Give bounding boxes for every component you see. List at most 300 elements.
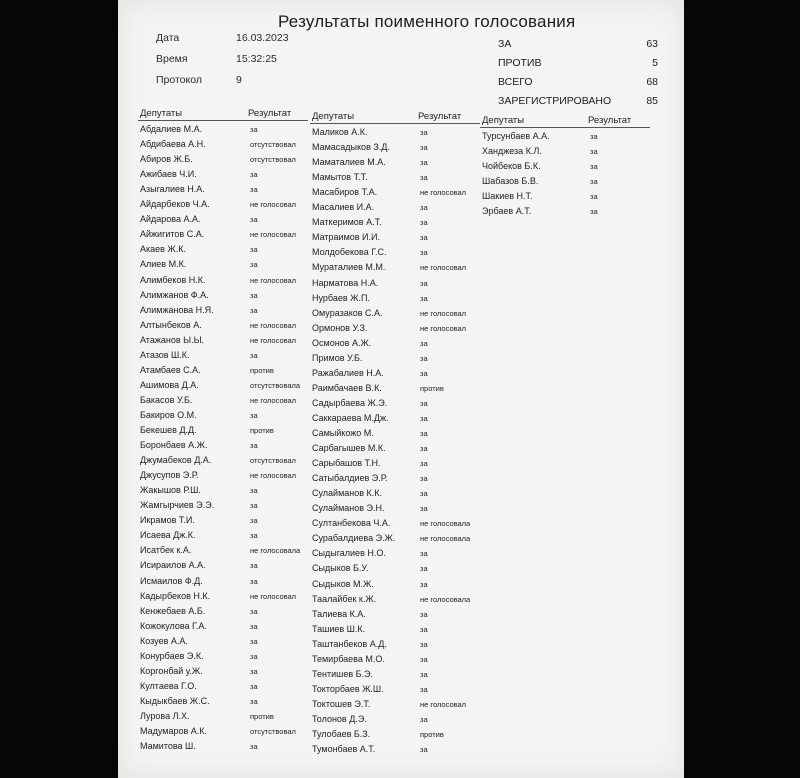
vote-result: за	[420, 714, 428, 724]
deputy-name: Талиева К.А.	[312, 608, 366, 619]
table-row	[310, 518, 480, 533]
deputy-name: Таалайбек к.Ж.	[312, 593, 377, 604]
deputy-name: Кожокулова Г.А.	[140, 620, 207, 631]
table-row	[138, 229, 308, 244]
vote-result: за	[250, 290, 258, 300]
document-title: Результаты поименного голосования	[278, 12, 576, 31]
deputy-name: Айдарбеков Ч.А.	[140, 199, 210, 210]
table-row	[310, 247, 480, 262]
vote-result: за	[590, 147, 598, 157]
table-row	[310, 293, 480, 308]
table-row	[310, 503, 480, 518]
vote-result: за	[420, 549, 428, 559]
deputy-name: Сыдыков Б.У.	[312, 563, 369, 574]
deputy-name: Маткеримов А.Т.	[312, 217, 382, 228]
header-result: Результат	[248, 108, 292, 119]
meta-label: Протокол	[156, 74, 202, 86]
vote-result: за	[590, 177, 598, 187]
vote-result: не голосовал	[420, 308, 467, 318]
deputy-name: Алимжанова Н.Я.	[140, 304, 214, 315]
table-row	[310, 594, 480, 609]
table-row	[138, 470, 308, 485]
deputy-name: Нурбаев Ж.П.	[312, 292, 370, 303]
deputy-name: Жакышов Р.Ш.	[140, 485, 201, 496]
deputy-name: Ажибаев Ч.И.	[140, 169, 197, 180]
vote-result: отсутствовал	[250, 155, 296, 165]
deputy-name: Боронбаев А.Ж.	[140, 440, 208, 451]
vote-result: за	[420, 444, 428, 454]
table-row	[310, 338, 480, 353]
stat-value: 63	[646, 38, 658, 50]
vote-result: за	[250, 350, 258, 360]
table-row	[138, 726, 308, 741]
vote-result: за	[590, 207, 598, 217]
table-row	[480, 206, 650, 221]
deputy-name: Толонов Д.Э.	[312, 713, 367, 724]
deputy-name: Исираилов А.А.	[140, 560, 206, 571]
deputy-name: Коргонбай у.Ж.	[140, 665, 203, 676]
vote-result: за	[420, 233, 428, 243]
header-result: Результат	[418, 111, 462, 122]
vote-result: не голосовал	[250, 230, 297, 240]
vote-result: за	[250, 215, 258, 225]
vote-result: против	[250, 711, 274, 721]
deputy-name: Култаева Г.О.	[140, 680, 197, 691]
table-row	[310, 729, 480, 744]
header-result: Результат	[588, 115, 632, 126]
deputy-name: Абиров Ж.Б.	[140, 154, 193, 165]
deputy-name: Осмонов А.Ж.	[312, 337, 372, 348]
meta-label: Время	[156, 53, 188, 65]
vote-result: за	[250, 260, 258, 270]
deputy-name: Молдобекова Г.С.	[312, 247, 387, 258]
vote-result: не голосовал	[250, 275, 297, 285]
vote-result: за	[420, 203, 428, 213]
vote-result: за	[250, 742, 258, 752]
table-row	[138, 380, 308, 395]
table-row	[138, 365, 308, 380]
table-row	[138, 335, 308, 350]
deputy-name: Бакасов У.Б.	[140, 394, 193, 405]
table-row	[138, 576, 308, 591]
table-row	[138, 530, 308, 545]
vote-result: за	[420, 143, 428, 153]
deputy-name: Азыгалиев Н.А.	[140, 184, 205, 195]
deputy-name: Султанбекова Ч.А.	[312, 518, 391, 529]
deputy-name: Матраимов И.И.	[312, 232, 380, 243]
vote-result: за	[420, 368, 428, 378]
deputy-name: Ормонов У.З.	[312, 322, 368, 333]
stat-label: ВСЕГО	[498, 76, 533, 88]
table-row	[310, 217, 480, 232]
deputy-name: Примов У.Б.	[312, 352, 363, 363]
meta-label: Дата	[156, 32, 180, 44]
vote-result: не голосовала	[420, 534, 471, 544]
vote-result: против	[250, 426, 274, 435]
deputy-name: Тумонбаев А.Т.	[312, 744, 376, 755]
vote-result: не голосовал	[420, 323, 467, 333]
vote-result: не голосовал	[250, 200, 297, 210]
deputy-name: Козуев А.А.	[140, 635, 188, 646]
deputy-name: Лурова Л.Х.	[140, 710, 190, 721]
vote-result: за	[420, 745, 428, 755]
vote-result: не голосовал	[250, 395, 297, 405]
table-row	[138, 425, 308, 440]
table-row	[310, 187, 480, 202]
vote-result: не голосовал	[250, 591, 297, 601]
deputy-name: Атазов Ш.К.	[140, 349, 190, 360]
deputy-name: Мамытов Т.Т.	[312, 172, 368, 183]
deputy-name: Конурбаев Э.К.	[140, 650, 204, 661]
vote-result: за	[420, 429, 428, 438]
vote-result: за	[420, 293, 428, 303]
deputy-name: Таштанбеков А.Д.	[312, 638, 387, 649]
table-row	[138, 350, 308, 365]
table-row	[138, 169, 308, 184]
table-row	[310, 308, 480, 323]
table-row	[310, 669, 480, 684]
table-row	[138, 184, 308, 199]
vote-result: против	[420, 730, 444, 739]
vote-result: за	[420, 278, 428, 288]
vote-result: за	[420, 158, 428, 168]
table-row	[310, 398, 480, 413]
vote-result: за	[420, 564, 428, 574]
table-row	[138, 305, 308, 320]
deputy-name: Садырбаева Ж.Э.	[312, 397, 388, 408]
vote-result: за	[420, 128, 428, 137]
table-row	[138, 636, 308, 651]
table-row	[138, 214, 308, 229]
table-row	[138, 651, 308, 666]
deputy-name: Мамасадыков З.Д.	[312, 142, 390, 153]
table-row	[138, 320, 308, 335]
vote-result: за	[420, 609, 428, 619]
deputy-name: Абдалиев М.А.	[140, 124, 203, 134]
protocol-sheet	[118, 0, 684, 778]
vote-result: за	[250, 576, 258, 586]
table-row	[480, 146, 650, 161]
deputy-name: Алимжанов Ф.А.	[140, 289, 209, 300]
vote-result: за	[420, 579, 428, 589]
table-row	[310, 323, 480, 338]
table-row	[310, 563, 480, 578]
table-row	[310, 699, 480, 714]
vote-result: за	[250, 531, 258, 541]
deputy-name: Маликов А.К.	[312, 127, 368, 137]
deputy-name: Айжигитов С.А.	[140, 229, 205, 240]
vote-result: за	[250, 486, 258, 496]
vote-result: за	[590, 132, 598, 141]
table-row	[310, 458, 480, 473]
vote-result: за	[420, 459, 428, 469]
table-row	[138, 124, 308, 139]
table-row	[138, 711, 308, 726]
vote-result: не голосовала	[420, 519, 471, 529]
vote-result: за	[420, 624, 428, 634]
vote-result: за	[250, 245, 258, 255]
vote-result: за	[250, 125, 258, 134]
deputy-name: Джусупов Э.Р.	[140, 470, 199, 481]
deputy-name: Мамитова Ш.	[140, 741, 196, 752]
table-row	[310, 473, 480, 488]
stat-value: 5	[652, 57, 658, 69]
vote-result: за	[590, 192, 598, 202]
vote-result: за	[250, 561, 258, 571]
vote-result: за	[250, 501, 258, 511]
table-row	[138, 741, 308, 756]
deputy-name: Сыдыков М.Ж.	[312, 578, 374, 589]
header-deputy: Депутаты	[312, 111, 355, 122]
table-row	[138, 621, 308, 636]
vote-result: за	[420, 489, 428, 499]
deputy-name: Исаева Дж.К.	[140, 530, 196, 541]
deputy-name: Сулайманов Э.Н.	[312, 503, 385, 514]
vote-result: за	[250, 516, 258, 526]
table-row	[138, 455, 308, 470]
stat-row	[498, 76, 658, 90]
deputy-name: Исатбек к.А.	[140, 545, 192, 556]
vote-result: за	[420, 684, 428, 694]
vote-result: за	[420, 338, 428, 348]
table-row	[138, 440, 308, 455]
vote-result: за	[420, 654, 428, 664]
deputy-name: Токторбаев Ж.Ш.	[312, 683, 384, 694]
vote-result: за	[420, 669, 428, 679]
deputy-name: Ханджеза К.Л.	[482, 146, 542, 157]
deputy-name: Бакиров О.М.	[140, 409, 197, 420]
deputy-name: Мадумаров А.К.	[140, 726, 207, 736]
deputy-name: Тентишев Б.Э.	[312, 668, 374, 679]
deputy-name: Нарматова Н.А.	[312, 277, 379, 288]
deputy-name: Мураталиев М.М.	[312, 262, 386, 273]
vote-result: за	[250, 170, 258, 180]
stat-row	[498, 95, 658, 109]
meta-value: 15:32:25	[236, 53, 277, 65]
deputy-name: Икрамов Т.И.	[140, 515, 195, 526]
vote-result: не голосовал	[420, 263, 467, 273]
vote-result: за	[420, 218, 428, 228]
table-row	[310, 609, 480, 624]
table-row	[310, 172, 480, 187]
vote-result: не голосовал	[250, 320, 297, 330]
vote-result: за	[420, 413, 428, 423]
deputy-name: Токтошев Э.Т.	[312, 698, 371, 709]
table-row	[310, 488, 480, 503]
table-row	[138, 560, 308, 575]
table-row	[310, 714, 480, 729]
table-row	[138, 275, 308, 290]
vote-result: за	[420, 173, 428, 183]
vote-result: за	[250, 681, 258, 691]
deputy-name: Джумабеков Д.А.	[140, 455, 212, 466]
vote-result: не голосовал	[420, 699, 467, 709]
table-row	[310, 533, 480, 548]
vote-result: отсутствовал	[250, 456, 296, 466]
deputy-name: Атажанов Ы.Ы.	[140, 334, 205, 345]
table-row	[138, 515, 308, 530]
deputy-name: Айдарова А.А.	[140, 214, 201, 225]
vote-result: отсутствовала	[250, 380, 301, 390]
table-row	[138, 500, 308, 515]
deputy-name: Ташиев Ш.К.	[312, 623, 366, 634]
deputy-name: Сурабалдиева Э.Ж.	[312, 533, 396, 544]
table-row	[310, 744, 480, 759]
table-row	[138, 244, 308, 259]
deputy-name: Жамгырчиев Э.Э.	[140, 500, 215, 511]
table-row	[480, 161, 650, 176]
table-row	[138, 606, 308, 621]
vote-result: против	[420, 383, 444, 393]
deputies-column	[138, 108, 308, 756]
vote-result: за	[420, 398, 428, 408]
meta-value: 16.03.2023	[236, 32, 289, 44]
vote-result: не голосовала	[250, 546, 301, 556]
table-row	[310, 579, 480, 594]
table-row	[310, 428, 480, 443]
deputy-name: Бекешев Д.Д.	[140, 425, 197, 435]
stat-value: 68	[646, 76, 658, 88]
deputy-name: Шакиев Н.Т.	[482, 191, 533, 202]
deputy-name: Раимбачаев В.К.	[312, 382, 382, 393]
deputy-name: Омуразаков С.А.	[312, 307, 383, 318]
deputies-column	[480, 115, 650, 221]
vote-result: за	[250, 441, 258, 451]
deputy-name: Сулайманов К.К.	[312, 488, 383, 499]
deputy-name: Сатыбалдиев Э.Р.	[312, 473, 388, 484]
vote-result: не голосовал	[250, 471, 297, 481]
deputy-name: Тулобаев Б.З.	[312, 729, 371, 739]
vote-result: за	[420, 248, 428, 258]
deputy-name: Масабиров Т.А.	[312, 187, 378, 198]
deputy-name: Атамбаев С.А.	[140, 364, 201, 375]
table-row	[310, 368, 480, 383]
table-row	[310, 262, 480, 277]
table-row	[480, 131, 650, 146]
deputy-name: Сарыбашов Т.Н.	[312, 458, 381, 469]
deputy-name: Акаев Ж.К.	[140, 244, 186, 255]
vote-result: не голосовала	[420, 594, 471, 604]
deputy-name: Чойбеков Б.К.	[482, 161, 541, 172]
table-row	[480, 176, 650, 191]
table-row	[138, 485, 308, 500]
table-row	[138, 154, 308, 169]
stat-label: ЗАРЕГИСТРИРОВАНО	[498, 95, 612, 107]
table-row	[310, 157, 480, 172]
deputies-column	[310, 111, 480, 759]
vote-result: за	[420, 353, 428, 363]
vote-result: за	[250, 410, 258, 420]
vote-result: против	[250, 365, 274, 375]
table-row	[310, 443, 480, 458]
deputy-name: Маматалиев М.А.	[312, 157, 386, 168]
table-row	[310, 624, 480, 639]
deputy-name: Масалиев И.А.	[312, 202, 375, 213]
table-row	[310, 127, 480, 142]
vote-result: за	[250, 305, 258, 315]
table-row	[310, 654, 480, 669]
deputy-name: Кыдыкбаев Ж.С.	[140, 695, 210, 706]
table-row	[480, 191, 650, 206]
vote-result: за	[250, 621, 258, 631]
deputy-name: Кенжебаев А.Б.	[140, 605, 206, 616]
column-header	[480, 115, 650, 128]
meta-value: 9	[236, 74, 242, 86]
table-row	[138, 139, 308, 154]
vote-result: за	[250, 696, 258, 706]
deputy-name: Саккараева М.Дж.	[312, 412, 389, 423]
table-row	[138, 395, 308, 410]
deputy-name: Сарбагышев М.К.	[312, 443, 386, 454]
vote-result: отсутствовал	[250, 140, 296, 150]
header-deputy: Депутаты	[140, 108, 183, 119]
deputy-name: Алимбеков Н.К.	[140, 274, 206, 285]
deputy-name: Шабазов Б.В.	[482, 176, 539, 187]
table-row	[138, 410, 308, 425]
column-header	[310, 111, 480, 124]
deputy-name: Алиев М.К.	[140, 259, 187, 270]
table-row	[310, 383, 480, 398]
table-row	[138, 696, 308, 711]
vote-result: за	[590, 162, 598, 172]
table-row	[138, 259, 308, 274]
vote-result: за	[250, 651, 258, 661]
deputy-name: Абдибаева А.Н.	[140, 139, 206, 150]
table-row	[138, 666, 308, 681]
deputy-name: Ражабалиев Н.А.	[312, 367, 384, 378]
stat-row	[498, 57, 658, 71]
deputy-name: Самыйкожо М.	[312, 428, 374, 438]
table-row	[310, 278, 480, 293]
vote-result: не голосовал	[250, 335, 297, 345]
stat-value: 85	[646, 95, 658, 107]
deputy-name: Турсунбаев А.А.	[482, 131, 550, 141]
header-deputy: Депутаты	[482, 115, 525, 126]
stat-label: ЗА	[498, 38, 512, 50]
table-row	[138, 545, 308, 560]
vote-result: за	[420, 474, 428, 484]
vote-result: за	[250, 666, 258, 676]
deputy-name: Темирбаева М.О.	[312, 653, 385, 664]
table-row	[138, 199, 308, 214]
column-header	[138, 108, 308, 121]
deputy-name: Ашимова Д.А.	[140, 379, 199, 390]
deputy-name: Алтынбеков А.	[140, 319, 202, 330]
vote-result: за	[420, 639, 428, 649]
deputy-name: Сыдыгалиев Н.О.	[312, 548, 386, 559]
table-row	[310, 548, 480, 563]
table-row	[138, 681, 308, 696]
table-row	[310, 639, 480, 654]
vote-result: за	[250, 185, 258, 195]
deputy-name: Кадырбеков Н.К.	[140, 590, 211, 601]
table-row	[310, 413, 480, 428]
vote-result: не голосовал	[420, 188, 467, 198]
stat-row	[498, 38, 658, 52]
table-row	[310, 353, 480, 368]
deputy-name: Эрбаев А.Т.	[482, 206, 532, 217]
table-row	[310, 684, 480, 699]
table-row	[310, 232, 480, 247]
table-row	[310, 202, 480, 217]
vote-result: отсутствовал	[250, 727, 296, 736]
vote-result: за	[250, 606, 258, 616]
table-row	[310, 142, 480, 157]
deputy-name: Исмаилов Ф.Д.	[140, 575, 203, 586]
vote-result: за	[420, 504, 428, 514]
stat-label: ПРОТИВ	[498, 57, 542, 69]
table-row	[138, 591, 308, 606]
